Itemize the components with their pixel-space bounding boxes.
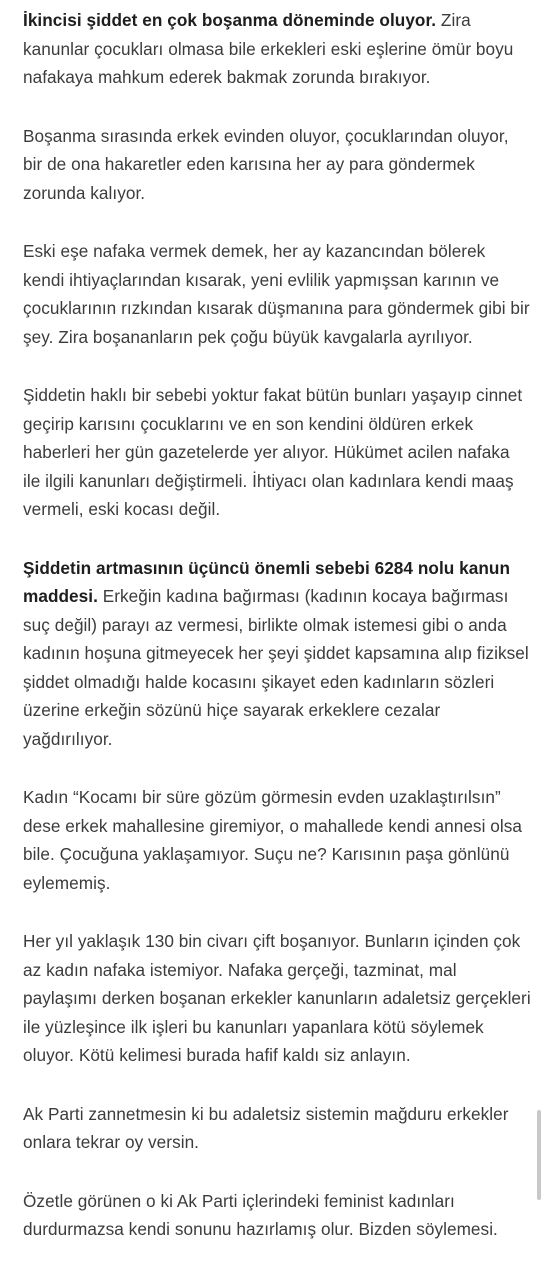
paragraph-text: Ak Parti zannetmesin ki bu adaletsiz sistemin mağduru erkekler onlara tekrar oy versin. [23,1103,509,1152]
paragraph-text: Kadın “Kocamı bir süre gözüm görmesin evden uzaklaştırılsın” dese erkek mahallesine giremiyor, o mahallede kendi annesi olsa bile. Çocuğuna yaklaşamıyor. Suçu ne? Karısının paşa gönlünü eylememiş. [23,787,523,893]
paragraph-text: Boşanma sırasında erkek evinden oluyor, çocuklarından oluyor, bir de ona hakaretler eden karısına her ay para göndermek zorunda kalıyor. [23,125,509,203]
paragraph-bold-lead: Şiddetin artmasının üçüncü önemli sebebi 6284 nolu kanun maddesi. [23,557,511,606]
article-paragraph-7 [23,927,531,1070]
article-paragraph-9 [23,1187,531,1244]
article-body [23,6,531,1274]
paragraph-text: Eski eşe nafaka vermek demek, her ay kazancından bölerek kendi ihtiyaçlarından kısarak, yeni evlilik yapmışsan karının ve çocuklarının rızkından kısarak düşmanına para göndermek gibi bir şey. Zira boşananların pek çoğu büyük kavgalarla ayrılıyor. [23,241,530,347]
article-paragraph-1 [23,6,531,92]
page-scrollbar[interactable] [537,1110,541,1200]
article-paragraph-8 [23,1100,531,1157]
article-paragraph-4 [23,381,531,524]
article-paragraph-6 [23,783,531,897]
paragraph-text: Özetle görünen o ki Ak Parti içlerindeki feminist kadınları durdurmazsa kendi sonunu hazırlamış olur. Bizden söylemesi. [23,1190,498,1239]
article-paragraph-5 [23,554,531,754]
paragraph-text: Erkeğin kadına bağırması (kadının kocaya bağırması suç değil) parayı az vermesi, birlikte olmak istemesi gibi o anda kadının hoşuna gitmeyecek her şeyi şiddet kapsamına alıp fiziksel şiddet olmadığı halde kocasını şikayet eden kadınların sözleri üzerine erkeğin sözünü hiçe sayarak erkeklere cezalar yağdırılıyor. [23,586,529,749]
paragraph-text: Zira kanunlar çocukları olmasa bile erkekleri eski eşlerine ömür boyu nafakaya mahkum ederek bakmak zorunda bırakıyor. [23,10,514,87]
paragraph-text: Her yıl yaklaşık 130 bin civarı çift boşanıyor. Bunların içinden çok az kadın nafaka istemiyor. Nafaka gerçeği, tazminat, mal paylaşımı derken boşanan erkekler kanunların adaletsiz gerçekleri ile yüzleşince ilk işleri bu kanunları yapanlara kötü söylemek oluyor. Kötü kelimesi burada hafif kaldı siz anlayın. [23,931,531,1065]
paragraph-bold-lead: İkincisi şiddet en çok boşanma döneminde oluyor. [23,10,437,30]
article-paragraph-3 [23,237,531,351]
paragraph-text: Şiddetin haklı bir sebebi yoktur fakat bütün bunları yaşayıp cinnet geçirip karısını çocuklarını ve en son kendini öldüren erkek haberleri her gün gazetelerde yer alıyor. Hükümet acilen nafaka ile ilgili kanunları değiştirmeli. İhtiyacı olan kadınlara kendi maaş vermeli, eski kocası değil. [23,385,523,519]
article-paragraph-2 [23,122,531,208]
